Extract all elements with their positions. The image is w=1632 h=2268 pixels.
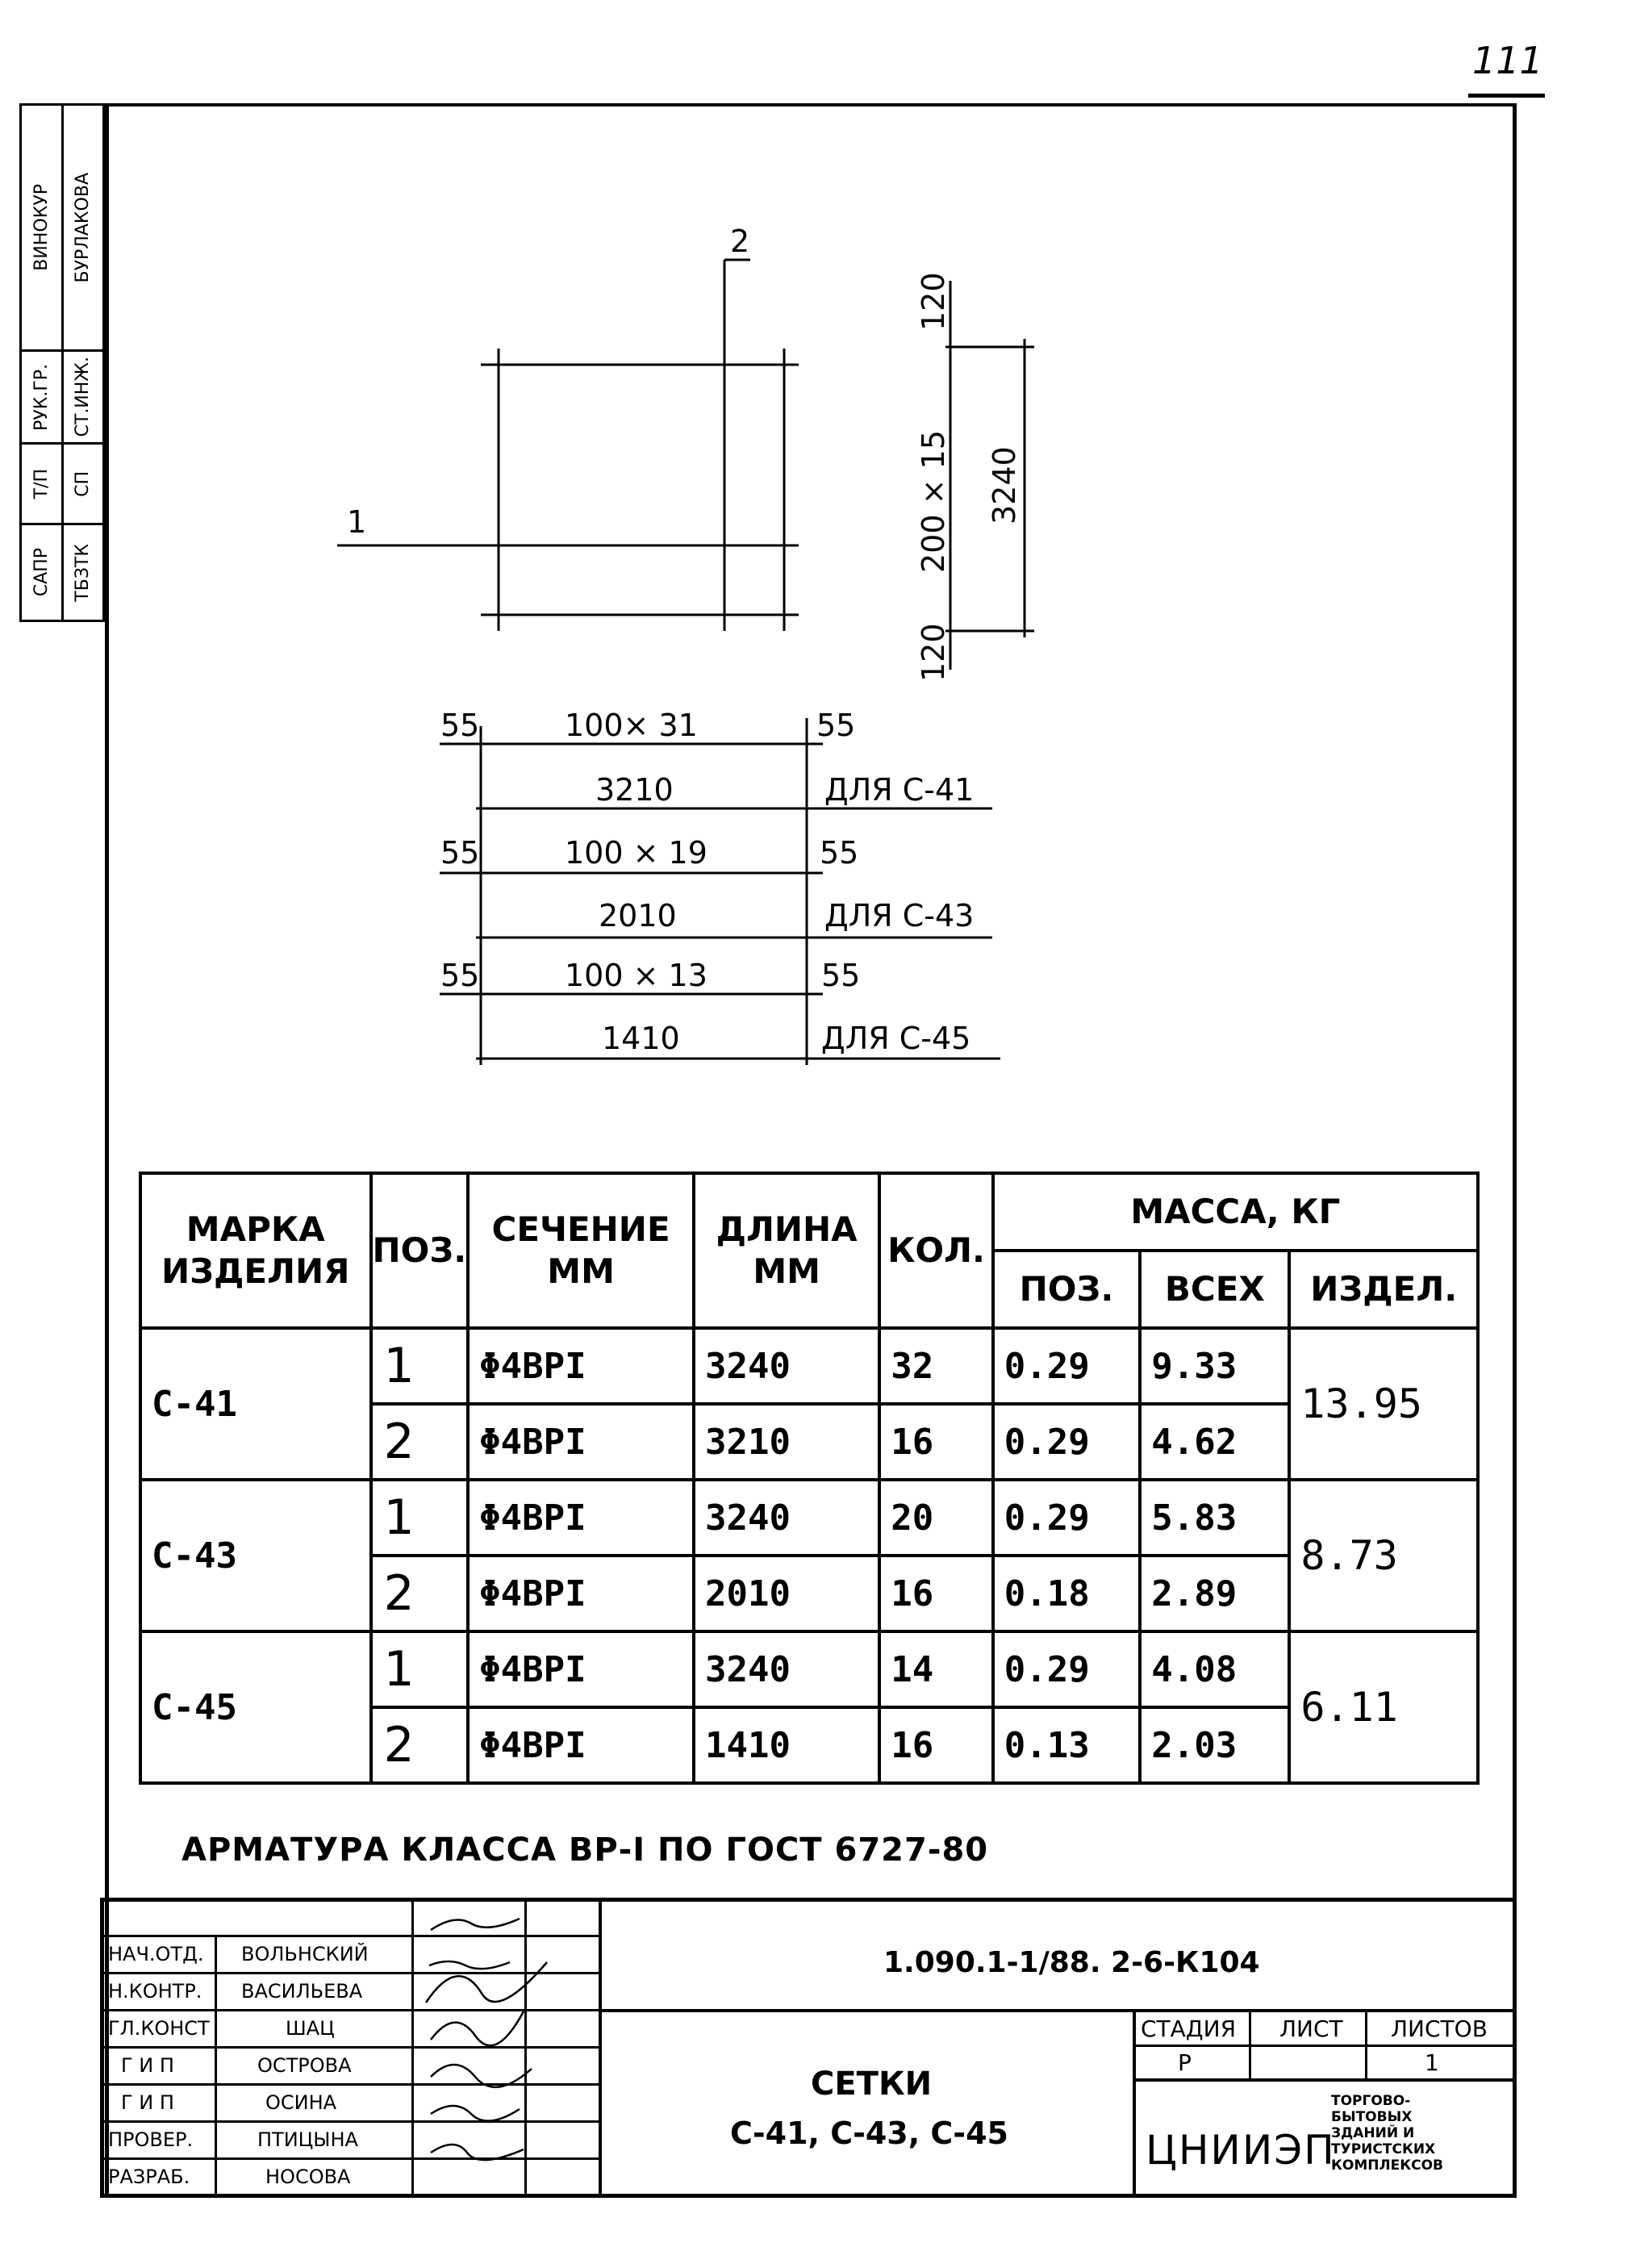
header-mass-all: ВСЕХ: [1140, 1251, 1289, 1328]
signature-row: Г И П ОСИНА: [121, 2091, 337, 2114]
signatures-scribbles: [415, 1898, 641, 2198]
tb-divider: [1133, 2078, 1517, 2082]
row-mass-all: 5.83: [1140, 1480, 1289, 1556]
row-length: 3210: [694, 1404, 879, 1480]
signature-row: ПРОВЕР. ПТИЦЫНА: [108, 2128, 358, 2151]
row-qty: 14: [879, 1631, 993, 1707]
row-section: Φ4ВРI: [468, 1328, 694, 1404]
stamp-text: РУК.ГР.: [31, 363, 52, 431]
row-pos: 2: [371, 1556, 469, 1631]
document-code: 1.090.1-1/88. 2-6-К104: [883, 1946, 1260, 1979]
row-length: 1410: [694, 1707, 879, 1783]
header-mass-pos: ПОЗ.: [993, 1251, 1140, 1328]
signature-row: РАЗРАБ. НОСОВА: [108, 2166, 351, 2188]
item-total-mass: 6.11: [1289, 1631, 1478, 1783]
hdim-left: 55: [440, 835, 480, 871]
header-length: ДЛИНА ММ: [694, 1173, 879, 1328]
hdim-overall: 2010: [599, 898, 677, 934]
stamp-text: ВИНОКУР: [31, 184, 52, 271]
tb-divider: [1133, 2009, 1136, 2198]
row-pos: 1: [371, 1631, 469, 1707]
row-pos: 2: [371, 1404, 469, 1480]
signature-row: НАЧ.ОТД. ВОЛЬНСКИЙ: [108, 1943, 369, 1965]
item-mark: С-41: [140, 1328, 371, 1480]
hdim-right: 55: [821, 958, 861, 993]
organization-name: ЦНИИЭП: [1146, 2127, 1336, 2174]
pos-label-2: 2: [730, 223, 750, 259]
row-mass-pos: 0.29: [993, 1631, 1140, 1707]
row-qty: 16: [879, 1707, 993, 1783]
row-section: Φ4ВРI: [468, 1556, 694, 1631]
sheets-value: 1: [1425, 2049, 1439, 2076]
item-total-mass: 13.95: [1289, 1328, 1478, 1480]
vdim-overall: 3240: [987, 446, 1022, 524]
row-mass-all: 2.89: [1140, 1556, 1289, 1631]
tb-divider: [599, 2009, 1517, 2012]
vdim-bottom: 120: [916, 623, 951, 682]
row-pos: 2: [371, 1707, 469, 1783]
reinforcement-note: АРМАТУРА КЛАССА ВР-I ПО ГОСТ 6727-80: [182, 1832, 989, 1869]
row-section: Φ4ВРI: [468, 1707, 694, 1783]
row-mass-all: 4.62: [1140, 1404, 1289, 1480]
vdim-top: 120: [916, 272, 951, 331]
hdim-step: 100× 31: [565, 708, 698, 743]
hdim-right: 55: [820, 835, 859, 871]
row-section: Φ4ВРI: [468, 1631, 694, 1707]
row-mass-pos: 0.29: [993, 1328, 1140, 1404]
stamp-text: Т/П: [31, 468, 52, 499]
row-mass-all: 9.33: [1140, 1328, 1289, 1404]
item-total-mass: 8.73: [1289, 1480, 1478, 1631]
sheets-label: ЛИСТОВ: [1391, 2015, 1488, 2042]
stamp-text: ТБЗТК: [73, 543, 94, 602]
row-mass-all: 4.08: [1140, 1631, 1289, 1707]
hdim-right: 55: [816, 708, 856, 743]
row-section: Φ4ВРI: [468, 1480, 694, 1556]
row-mass-pos: 0.13: [993, 1707, 1140, 1783]
header-mark: МАРКА ИЗДЕЛИЯ: [140, 1173, 371, 1328]
row-section: Φ4ВРI: [468, 1404, 694, 1480]
hdim-step: 100 × 13: [565, 958, 707, 993]
signature-row: Г И П ОСТРОВА: [121, 2054, 352, 2077]
tb-border-top: [100, 1898, 1517, 1902]
table-row: [140, 1631, 1478, 1707]
table-row: [140, 1328, 1478, 1404]
pos-label-1: 1: [347, 504, 367, 540]
tb-divider: [1133, 2045, 1517, 2047]
stage-label: СТАДИЯ: [1141, 2015, 1237, 2042]
hdim-left: 55: [440, 958, 480, 993]
item-mark: С-43: [140, 1480, 371, 1631]
tb-divider: [1365, 2009, 1367, 2078]
stage-value: Р: [1178, 2049, 1192, 2076]
hdim-note: ДЛЯ С-45: [821, 1021, 971, 1056]
stamp-text: САПР: [31, 548, 52, 597]
row-qty: 20: [879, 1480, 993, 1556]
hdim-note: ДЛЯ С-41: [824, 772, 975, 808]
header-qty: КОЛ.: [879, 1173, 993, 1328]
row-mass-pos: 0.29: [993, 1404, 1140, 1480]
row-qty: 16: [879, 1404, 993, 1480]
sheet-number: 111: [1472, 39, 1543, 82]
row-length: 2010: [694, 1556, 879, 1631]
stamp-text: СП: [73, 470, 94, 497]
sheet-title: СЕТКИ: [811, 2065, 933, 2103]
row-mass-pos: 0.18: [993, 1556, 1140, 1631]
hdim-left: 55: [440, 708, 480, 743]
row-mass-pos: 0.29: [993, 1480, 1140, 1556]
mesh-drawing: [0, 0, 1632, 1130]
hdim-overall: 3210: [595, 772, 674, 808]
header-mass-item: ИЗДЕЛ.: [1289, 1251, 1478, 1328]
header-section: СЕЧЕНИЕ ММ: [468, 1173, 694, 1328]
sheet-subtitle: С-41, С-43, С-45: [730, 2116, 1008, 2151]
row-length: 3240: [694, 1631, 879, 1707]
row-length: 3240: [694, 1328, 879, 1404]
header-pos: ПОЗ.: [371, 1173, 469, 1328]
sheet-label: ЛИСТ: [1279, 2015, 1343, 2042]
signature-row: Н.КОНТР. ВАСИЛЬЕВА: [108, 1980, 363, 2003]
header-mass: МАССА, КГ: [993, 1173, 1478, 1251]
specification-table: [139, 1172, 1480, 1785]
row-mass-all: 2.03: [1140, 1707, 1289, 1783]
hdim-note: ДЛЯ С-43: [824, 898, 975, 934]
organization-description: ТОРГОВО-БЫТОВЫХ ЗДАНИЙ И ТУРИСТСКИХ КОМПЛЕКСОВ: [1331, 2093, 1444, 2174]
tb-divider: [1249, 2009, 1251, 2078]
table-row: [140, 1480, 1478, 1556]
hdim-step: 100 × 19: [565, 835, 707, 871]
row-length: 3240: [694, 1480, 879, 1556]
hdim-overall: 1410: [602, 1021, 680, 1056]
vdim-middle: 200 × 15: [916, 430, 951, 573]
row-pos: 1: [371, 1480, 469, 1556]
signature-row: ГЛ.КОНСТ ШАЦ: [108, 2017, 335, 2040]
item-mark: С-45: [140, 1631, 371, 1783]
stamp-text: СТ.ИНЖ.: [73, 357, 94, 437]
stamp-text: БУРЛАКОВА: [73, 172, 94, 283]
row-qty: 32: [879, 1328, 993, 1404]
row-pos: 1: [371, 1328, 469, 1404]
row-qty: 16: [879, 1556, 993, 1631]
